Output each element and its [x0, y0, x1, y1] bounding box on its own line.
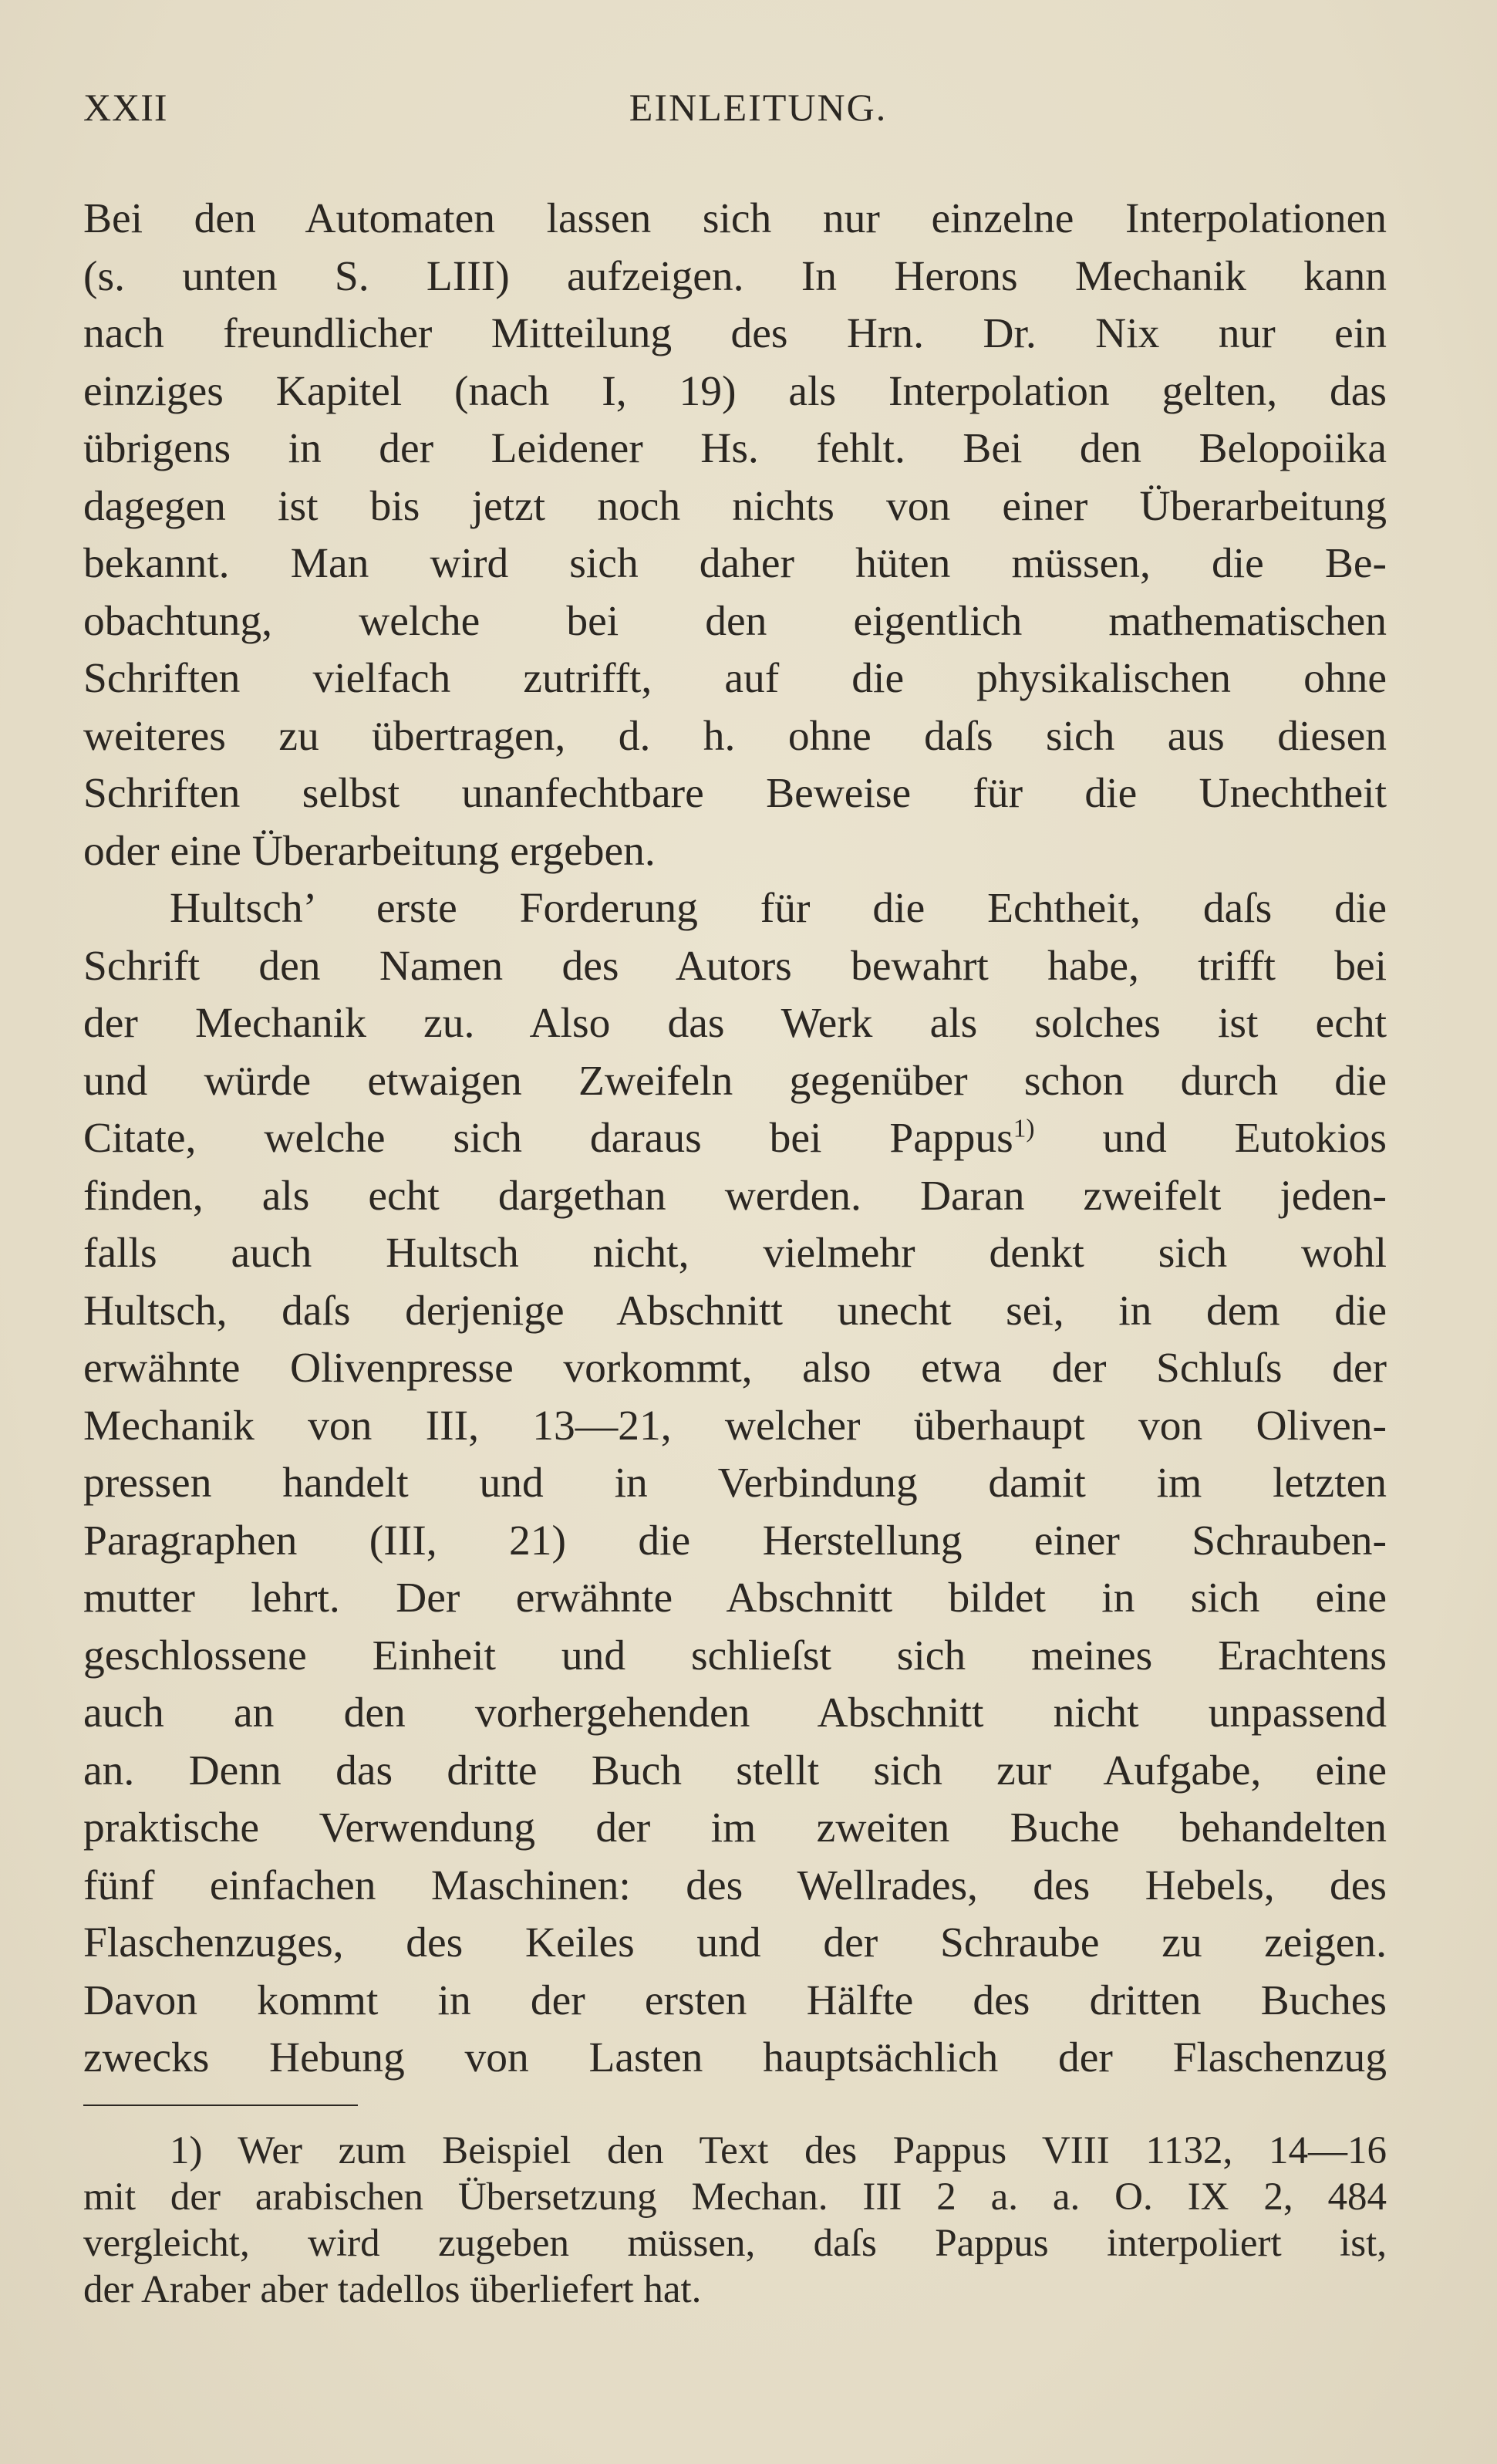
text-line: mutter lehrt. Der erwähnte Abschnitt bildet in sich eine [83, 1575, 1387, 1622]
main-text [83, 191, 1387, 2088]
text-line: erwähnte Olivenpresse vorkommt, also etwa der Schluſs der [83, 1345, 1387, 1392]
text-line: Flaschenzuges, des Keiles und der Schraube zu zeigen. [83, 1919, 1387, 1966]
text-line: Davon kommt in der ersten Hälfte des dritten Buches [83, 1976, 1387, 2024]
text-line: weiteres zu übertragen, d. h. ohne daſs sich aus diesen [83, 712, 1387, 760]
text-line: auch an den vorhergehenden Abschnitt nicht unpassend [83, 1689, 1387, 1737]
footnote-ref: 1) [1013, 1114, 1035, 1143]
text-line: nach freundlicher Mitteilung des Hrn. Dr. Nix nur ein [83, 310, 1387, 357]
footnote-line: mit der arabischen Übersetzung Mechan. III 2 a. a. O. IX 2, 484 [83, 2175, 1387, 2219]
text-line: der Mechanik zu. Also das Werk als solches ist echt [83, 1000, 1387, 1047]
text-line: geschlossene Einheit und schlieſst sich meines Erachtens [83, 1632, 1387, 1679]
text-line: zwecks Hebung von Lasten hauptsächlich der Flaschenzug [83, 2034, 1387, 2081]
footnotes [83, 2128, 1387, 2313]
text-line: bekannt. Man wird sich daher hüten müssen, die Be- [83, 540, 1387, 587]
text-line: Schriften selbst unanfechtbare Beweise für die Unechtheit [83, 770, 1387, 817]
text-line: Bei den Automaten lassen sich nur einzelne Interpolationen [83, 195, 1387, 242]
text-line: Hultsch, daſs derjenige Abschnitt unecht sei, in dem die [83, 1287, 1387, 1335]
text-line: Mechanik von III, 13—21, welcher überhaupt von Oliven- [83, 1402, 1387, 1450]
text-line: dagegen ist bis jetzt noch nichts von einer Überarbeitung [83, 482, 1387, 530]
text-line: praktische Verwendung der im zweiten Buche behandelten [83, 1804, 1387, 1851]
footnote-line: der Araber aber tadellos überliefert hat. [83, 2268, 702, 2311]
footnote-divider [83, 2105, 358, 2106]
text-line: fünf einfachen Maschinen: des Wellrades, des Hebels, des [83, 1862, 1387, 1909]
text-line: an. Denn das dritte Buch stellt sich zur Aufgabe, eine [83, 1747, 1387, 1794]
text-line: Schriften vielfach zutrifft, auf die physikalischen ohne [83, 655, 1387, 702]
text-line: Paragraphen (III, 21) die Herstellung einer Schrauben- [83, 1517, 1387, 1564]
text-fragment: und Eutokios [1034, 1115, 1387, 1162]
text-line: obachtung, welche bei den eigentlich mathematischen [83, 597, 1387, 645]
text-line: (s. unten S. LIII) aufzeigen. In Herons Mechanik kann [83, 252, 1387, 300]
text-line: falls auch Hultsch nicht, vielmehr denkt sich wohl [83, 1230, 1387, 1277]
text-line: Schrift den Namen des Autors bewahrt habe, trifft bei [83, 942, 1387, 990]
page-number: XXII [83, 86, 168, 129]
footnote-line: vergleicht, wird zugeben müssen, daſs Pappus interpoliert ist, [83, 2222, 1387, 2265]
text-line: und würde etwaigen Zweifeln gegenüber schon durch die [83, 1057, 1387, 1105]
text-line-with-footnote [83, 1110, 1387, 1168]
text-line: finden, als echt dargethan werden. Daran zweifelt jeden- [83, 1172, 1387, 1220]
running-head [83, 85, 1387, 139]
text-fragment: Citate, welche sich daraus bei Pappus [83, 1115, 1013, 1162]
text-line: pressen handelt und in Verbindung damit im letzten [83, 1460, 1387, 1507]
running-title: EINLEITUNG. [629, 86, 888, 129]
text-line: einziges Kapitel (nach I, 19) als Interpolation gelten, das [83, 367, 1387, 415]
text-line: Hultsch’ erste Forderung für die Echtheit, daſs die [170, 885, 1387, 932]
footnote-line: 1) Wer zum Beispiel den Text des Pappus VIII 1132, 14—16 [170, 2129, 1387, 2172]
text-line: oder eine Überarbeitung ergeben. [83, 827, 656, 875]
text-line: übrigens in der Leidener Hs. fehlt. Bei den Belopoiika [83, 425, 1387, 472]
